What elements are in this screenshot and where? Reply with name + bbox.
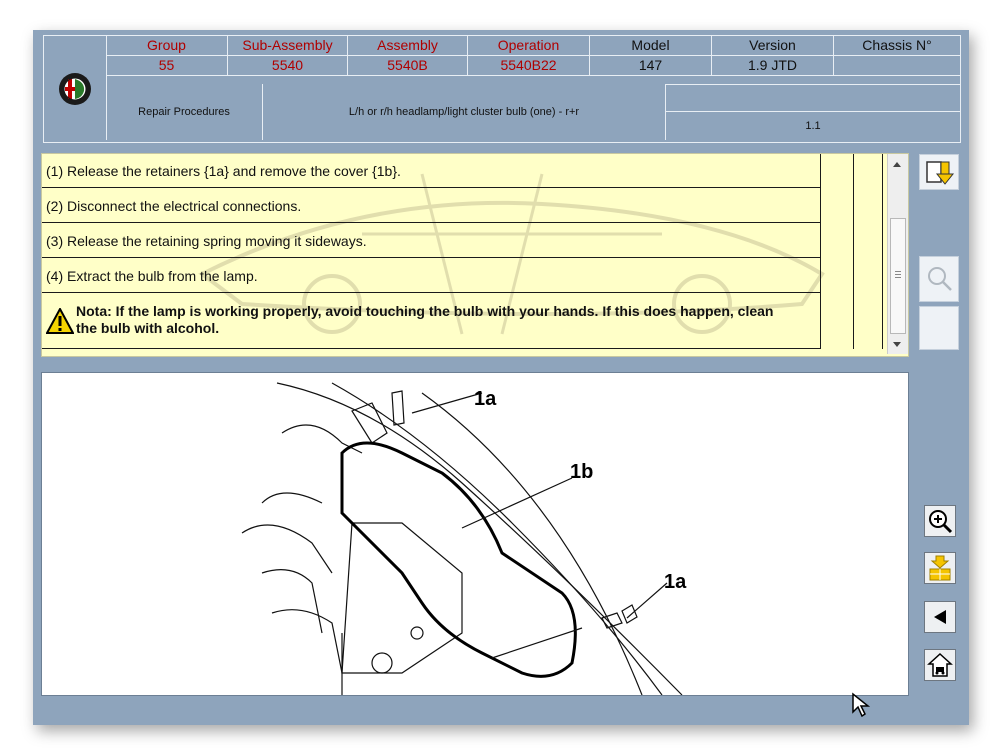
search-button[interactable] <box>919 256 959 302</box>
header-version-label: Version <box>712 36 834 56</box>
logo-cell <box>44 36 107 140</box>
next-page-button[interactable] <box>919 154 959 190</box>
header-chassis-value <box>834 56 960 76</box>
step-row-3: (3) Release the retaining spring moving it sideways. <box>42 224 820 258</box>
alfa-romeo-logo-icon <box>58 72 92 106</box>
zoom-in-icon <box>925 506 955 536</box>
next-page-icon <box>921 156 957 188</box>
step-column-b <box>852 154 883 349</box>
header-subassembly-label: Sub-Assembly <box>228 36 348 56</box>
blank-side-button[interactable] <box>919 306 959 350</box>
header-operation-label: Operation <box>468 36 590 56</box>
header-operation-value: 5540B22 <box>468 56 590 76</box>
header-group-value: 55 <box>106 56 228 76</box>
instructions-panel <box>41 153 909 357</box>
status-bar <box>33 702 969 725</box>
header-assembly-value: 5540B <box>348 56 468 76</box>
header-version-value: 1.9 JTD <box>712 56 834 76</box>
step-column-a <box>820 154 854 349</box>
search-icon <box>925 264 955 294</box>
header-chassis-label: Chassis N° <box>834 36 960 56</box>
cursor-icon <box>851 692 871 718</box>
home-icon <box>925 650 955 680</box>
diagram-label-1a-bottom: 1a <box>664 571 687 593</box>
header-subassembly-value: 5540 <box>228 56 348 76</box>
header-group-label: Group <box>106 36 228 56</box>
instructions-scrollbar[interactable] <box>887 154 908 354</box>
note-text: Nota: If the lamp is working properly, avoid touching the bulb with your hands. If this does happen, clean the bulb with alcohol. <box>76 303 774 336</box>
header-model-value: 147 <box>590 56 712 76</box>
print-button[interactable] <box>924 552 956 584</box>
app-window <box>33 30 969 725</box>
scroll-down-arrow[interactable] <box>893 342 901 347</box>
procedure-title: L/h or r/h headlamp/light cluster bulb (one) - r+r <box>263 84 666 140</box>
zoom-in-button[interactable] <box>924 505 956 537</box>
procedure-type: Repair Procedures <box>106 84 263 140</box>
diagram-panel <box>41 372 909 696</box>
home-button[interactable] <box>924 649 956 681</box>
back-icon <box>925 602 955 632</box>
scroll-thumb[interactable] <box>890 218 906 334</box>
print-icon <box>925 553 955 583</box>
diagram-label-1b: 1b <box>570 461 594 483</box>
note-row <box>42 294 820 349</box>
procedure-blank <box>666 84 960 112</box>
procedure-version-number: 1.1 <box>805 120 821 132</box>
header-assembly-label: Assembly <box>348 36 468 56</box>
scroll-up-arrow[interactable] <box>893 162 901 167</box>
headlamp-diagram <box>42 373 908 695</box>
diagram-label-1a-top: 1a <box>474 388 497 410</box>
warning-icon <box>46 308 74 334</box>
step-row-2: (2) Disconnect the electrical connections. <box>42 189 820 223</box>
step-row-4: (4) Extract the bulb from the lamp. <box>42 259 820 293</box>
header-panel <box>43 35 961 143</box>
back-button[interactable] <box>924 601 956 633</box>
step-row-1: (1) Release the retainers {1a} and remove the cover {1b}. <box>42 154 820 188</box>
header-model-label: Model <box>590 36 712 56</box>
